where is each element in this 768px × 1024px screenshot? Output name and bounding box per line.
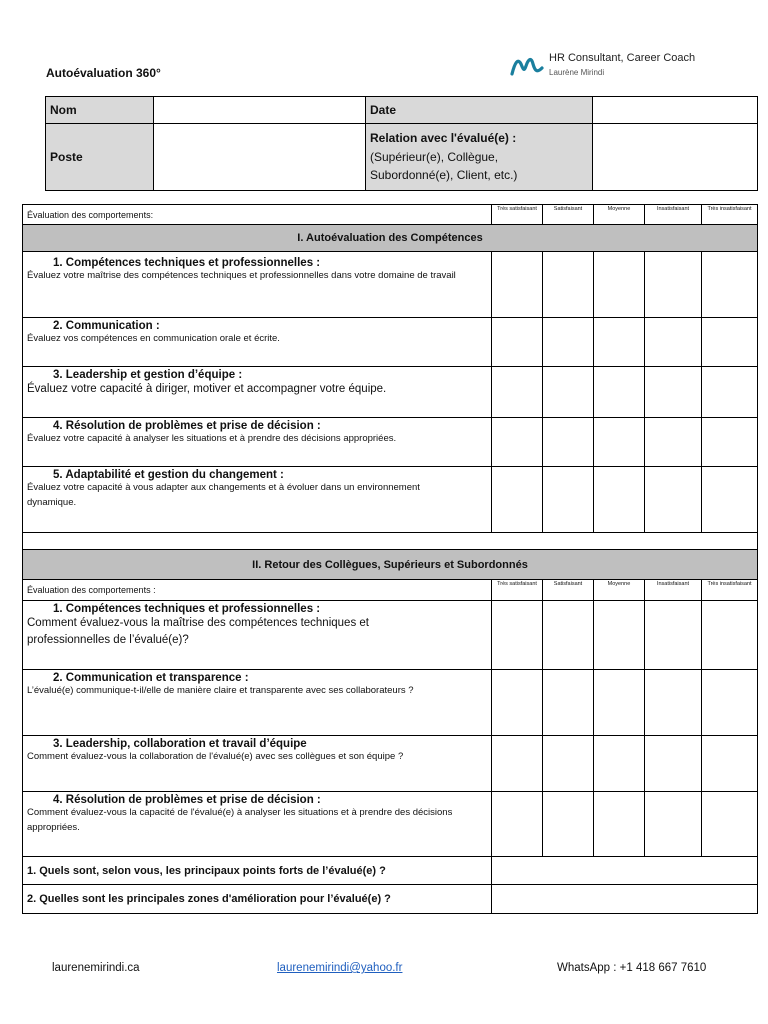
rating-cell[interactable] <box>492 467 543 533</box>
question-cell <box>23 736 492 792</box>
question-cell <box>23 467 492 533</box>
rating-cell[interactable] <box>543 367 594 418</box>
rating-cell[interactable] <box>702 736 758 792</box>
rating-cell[interactable] <box>702 367 758 418</box>
rating-header: Satisfaisant <box>543 580 594 601</box>
rating-cell[interactable] <box>543 418 594 467</box>
rating-cell[interactable] <box>702 318 758 367</box>
rating-cell[interactable] <box>543 792 594 857</box>
rating-cell[interactable] <box>543 467 594 533</box>
rating-cell[interactable] <box>543 318 594 367</box>
question-cell <box>23 601 492 670</box>
date-field[interactable] <box>593 97 758 124</box>
rating-cell[interactable] <box>594 467 645 533</box>
rating-cell[interactable] <box>594 601 645 670</box>
rating-cell[interactable] <box>645 467 702 533</box>
rating-cell[interactable] <box>645 670 702 736</box>
rating-cell[interactable] <box>594 418 645 467</box>
question-title: 1. Compétences techniques et professionnelles : <box>53 257 321 269</box>
rating-cell[interactable] <box>702 467 758 533</box>
date-label: Date <box>366 97 593 124</box>
footer-email-link[interactable]: laurenemirindi@yahoo.fr <box>277 962 403 974</box>
rating-cell[interactable] <box>492 736 543 792</box>
question-title: 1. Compétences techniques et professionnelles : <box>53 603 321 615</box>
rating-cell[interactable] <box>492 670 543 736</box>
relation-hint-2: Subordonné(e), Client, etc.) <box>370 168 518 183</box>
question-row <box>23 601 758 670</box>
question-cell <box>23 318 492 367</box>
info-table <box>45 96 758 191</box>
rating-header: Insatisfaisant <box>645 580 702 601</box>
poste-field[interactable] <box>154 124 366 191</box>
question-row <box>23 367 758 418</box>
rating-cell[interactable] <box>702 252 758 318</box>
rating-cell[interactable] <box>543 601 594 670</box>
question-cell <box>23 792 492 857</box>
open-answer-field[interactable] <box>492 885 758 914</box>
rating-cell[interactable] <box>492 792 543 857</box>
rating-cell[interactable] <box>594 318 645 367</box>
question-title: 4. Résolution de problèmes et prise de décision : <box>53 794 321 806</box>
question-row <box>23 418 758 467</box>
open-question: 2. Quelles sont les principales zones d'amélioration pour l’évalué(e) ? <box>23 885 492 914</box>
question-desc: Évaluez votre capacité à analyser les situations et à prendre des décisions appropriées. <box>27 433 397 444</box>
question-title: 2. Communication : <box>53 320 160 332</box>
section2-title: II. Retour des Collègues, Supérieurs et Subordonnés <box>23 550 758 580</box>
question-row <box>23 792 758 857</box>
spacer-row <box>23 533 758 550</box>
question-desc: Évaluez votre capacité à diriger, motiver et accompagner votre équipe. <box>27 383 387 395</box>
rating-cell[interactable] <box>543 252 594 318</box>
rating-cell[interactable] <box>645 792 702 857</box>
rating-cell[interactable] <box>594 670 645 736</box>
rating-cell[interactable] <box>492 418 543 467</box>
section2-header-row <box>23 580 758 601</box>
brand-person: Laurène Mirindi <box>549 68 605 77</box>
rating-header: Très satisfaisant <box>492 580 543 601</box>
evaluation-table <box>22 204 758 914</box>
rating-header: Satisfaisant <box>543 205 594 225</box>
rating-cell[interactable] <box>702 418 758 467</box>
question-row <box>23 467 758 533</box>
relation-field[interactable] <box>593 124 758 191</box>
question-desc: Comment évaluez-vous la capacité de l'évalué(e) à analyser les situations et à prendre des décisions appropriées. <box>27 807 453 833</box>
question-desc: Évaluez votre maîtrise des compétences techniques et professionnelles dans votre domaine de travail <box>27 270 456 281</box>
question-desc: Évaluez vos compétences en communication orale et écrite. <box>27 333 280 344</box>
rating-cell[interactable] <box>594 252 645 318</box>
rating-cell[interactable] <box>492 601 543 670</box>
rating-cell[interactable] <box>594 792 645 857</box>
rating-header: Très insatisfaisant <box>702 205 758 225</box>
question-title: 3. Leadership et gestion d’équipe : <box>53 369 243 381</box>
poste-label: Poste <box>46 124 154 191</box>
rating-cell[interactable] <box>645 418 702 467</box>
question-title: 2. Communication et transparence : <box>53 672 249 684</box>
eval-label: Évaluation des comportements : <box>23 580 492 601</box>
open-question-row <box>23 885 758 914</box>
rating-header: Très satisfaisant <box>492 205 543 225</box>
question-cell <box>23 670 492 736</box>
section1-title: I. Autoévaluation des Compétences <box>23 225 758 252</box>
question-row <box>23 318 758 367</box>
rating-cell[interactable] <box>702 792 758 857</box>
brand-name: HR Consultant, Career Coach <box>549 52 696 64</box>
open-answer-field[interactable] <box>492 857 758 885</box>
question-row <box>23 736 758 792</box>
rating-cell[interactable] <box>594 367 645 418</box>
question-title: 4. Résolution de problèmes et prise de décision : <box>53 420 321 432</box>
rating-cell[interactable] <box>702 601 758 670</box>
rating-header: Très insatisfaisant <box>702 580 758 601</box>
rating-cell[interactable] <box>645 367 702 418</box>
rating-cell[interactable] <box>492 367 543 418</box>
footer-whatsapp: WhatsApp : +1 418 667 7610 <box>557 962 707 974</box>
question-title: 3. Leadership, collaboration et travail d’équipe <box>53 738 307 750</box>
question-cell <box>23 367 492 418</box>
open-question-row <box>23 857 758 885</box>
rating-cell[interactable] <box>492 318 543 367</box>
rating-cell[interactable] <box>543 670 594 736</box>
section1-header-row <box>23 205 758 225</box>
question-cell <box>23 418 492 467</box>
question-desc: Comment évaluez-vous la collaboration de l'évalué(e) avec ses collègues et son équipe ? <box>27 751 404 762</box>
rating-cell[interactable] <box>594 736 645 792</box>
rating-cell[interactable] <box>702 670 758 736</box>
open-question: 1. Quels sont, selon vous, les principaux points forts de l’évalué(e) ? <box>23 857 492 885</box>
rating-cell[interactable] <box>645 736 702 792</box>
relation-hint-1: (Supérieur(e), Collègue, <box>370 149 499 164</box>
question-row <box>23 252 758 318</box>
brand-logo-icon <box>510 52 544 78</box>
relation-label: Relation avec l'évalué(e) : <box>370 131 517 146</box>
question-cell <box>23 252 492 318</box>
footer-website[interactable]: laurenemirindi.ca <box>52 962 140 974</box>
document-title: Autoévaluation 360° <box>46 66 161 80</box>
question-desc: Évaluez votre capacité à vous adapter aux changements et à évoluer dans un environnement dynamique. <box>27 482 420 508</box>
nom-field[interactable] <box>154 97 366 124</box>
relation-label-cell <box>366 124 593 191</box>
rating-cell[interactable] <box>645 318 702 367</box>
nom-label: Nom <box>46 97 154 124</box>
rating-cell[interactable] <box>645 252 702 318</box>
rating-cell[interactable] <box>543 736 594 792</box>
rating-header: Moyenne <box>594 205 645 225</box>
rating-cell[interactable] <box>645 601 702 670</box>
question-desc: L’évalué(e) communique-t-il/elle de manière claire et transparente avec ses collaborateurs ? <box>27 685 414 696</box>
rating-cell[interactable] <box>492 252 543 318</box>
eval-label: Évaluation des comportements: <box>23 205 492 225</box>
rating-header: Insatisfaisant <box>645 205 702 225</box>
question-desc: Comment évaluez-vous la maîtrise des compétences techniques et professionnelles de l’évalué(e)? <box>27 617 369 646</box>
rating-header: Moyenne <box>594 580 645 601</box>
question-row <box>23 670 758 736</box>
question-title: 5. Adaptabilité et gestion du changement : <box>53 469 284 481</box>
